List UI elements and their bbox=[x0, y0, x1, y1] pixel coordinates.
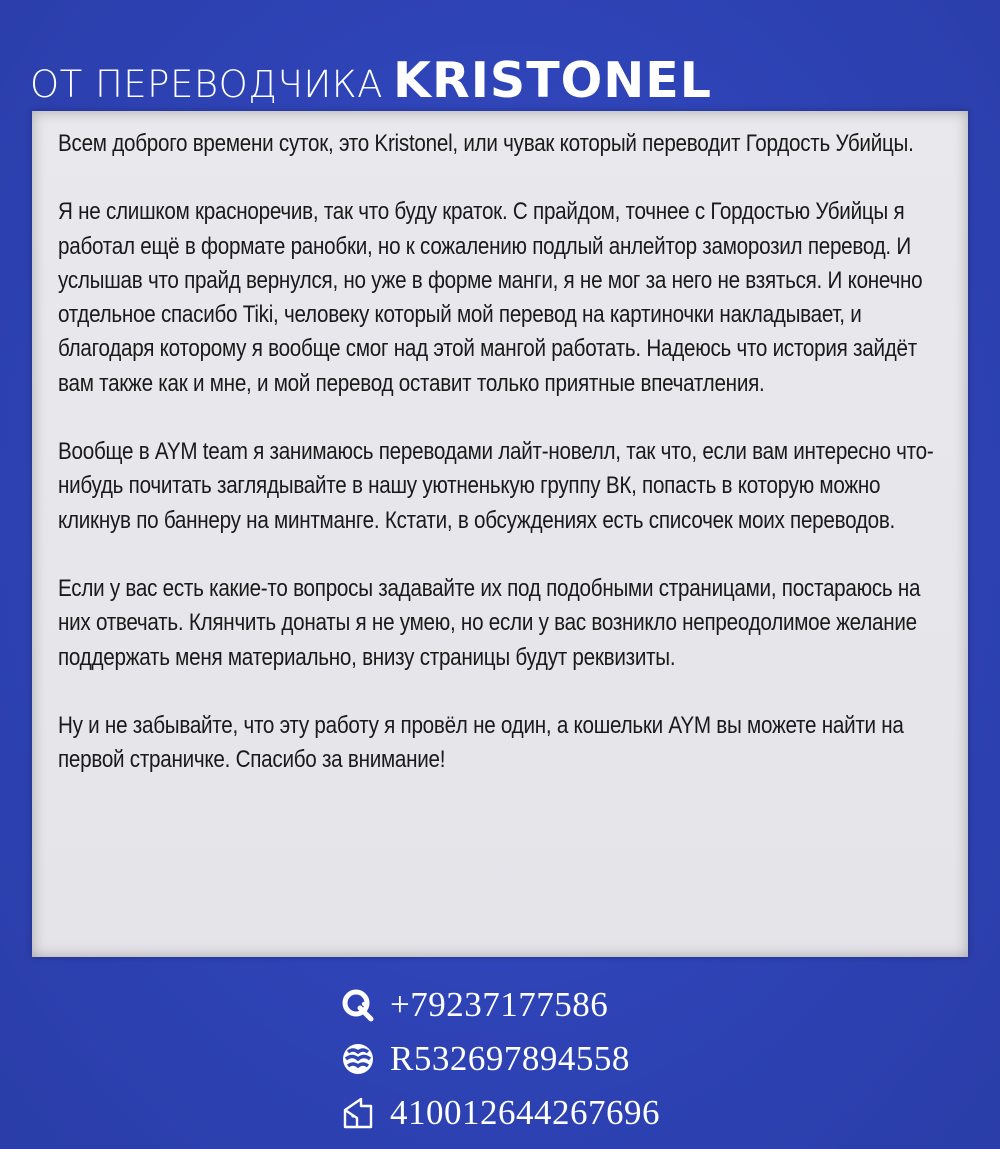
qiwi-icon bbox=[340, 987, 376, 1023]
payment-row-yandex bbox=[340, 1086, 660, 1140]
note-paragraph-2: Я не слишком красноречив, так что буду краток. С прайдом, точнее с Гордостью Убийцы я работал ещё в формате ранобки, но к сожалению подлый анлейтор заморозил перевод. И услышав что прайд вернулся, но уже в форме манги, я не мог за него не взяться. И конечно отдельное спасибо Tiki, человеку который мой перевод на картиночки накладывает, и благодаря которому я вообще смог над этой мангой работать. Надеюсь что история зайдёт вам также как и мне, и мой перевод оставит только приятные впечатления. bbox=[58, 198, 923, 397]
note-paragraph-3: Вообще в AYM team я занимаюсь переводами лайт-новелл, так что, если вам интересно что-нибудь почитать заглядывайте в нашу уютненькую группу ВК, попасть в которую можно кликнув по баннеру на минтманге. Кстати, в обсуждениях есть списочек моих переводов. bbox=[58, 438, 934, 534]
qiwi-number: +79237177586 bbox=[390, 985, 609, 1024]
yandex-money-icon bbox=[340, 1095, 376, 1131]
payment-row-webmoney bbox=[340, 1032, 660, 1086]
webmoney-wallet: R532697894558 bbox=[390, 1039, 630, 1078]
note-paragraph-5: Ну и не забывайте, что эту работу я провёл не один, а кошельки AYM вы можете найти на первой страничке. Спасибо за внимание! bbox=[58, 711, 904, 774]
page-title bbox=[30, 46, 712, 116]
webmoney-icon bbox=[340, 1041, 376, 1077]
payment-row-qiwi bbox=[340, 978, 660, 1032]
note-paragraph-1: Всем доброго времени суток, это Kristonel, или чувак который переводит Гордость Убийцы. bbox=[58, 130, 914, 157]
title-lead: ОТ ПЕРЕВОДЧИКА bbox=[30, 63, 383, 106]
note-paragraph-4: Если у вас есть какие-то вопросы задавайте их под подобными страницами, постараюсь на них отвечать. Клянчить донаты я не умею, но если у вас возникло непреодолимое желание поддержать меня материально, внизу страницы будут реквизиты. bbox=[58, 574, 921, 671]
payment-details bbox=[340, 978, 660, 1140]
translator-note-panel bbox=[32, 111, 968, 957]
yandex-money-wallet: 410012644267696 bbox=[390, 1093, 660, 1132]
translator-name: KRISTONEL bbox=[393, 52, 713, 109]
